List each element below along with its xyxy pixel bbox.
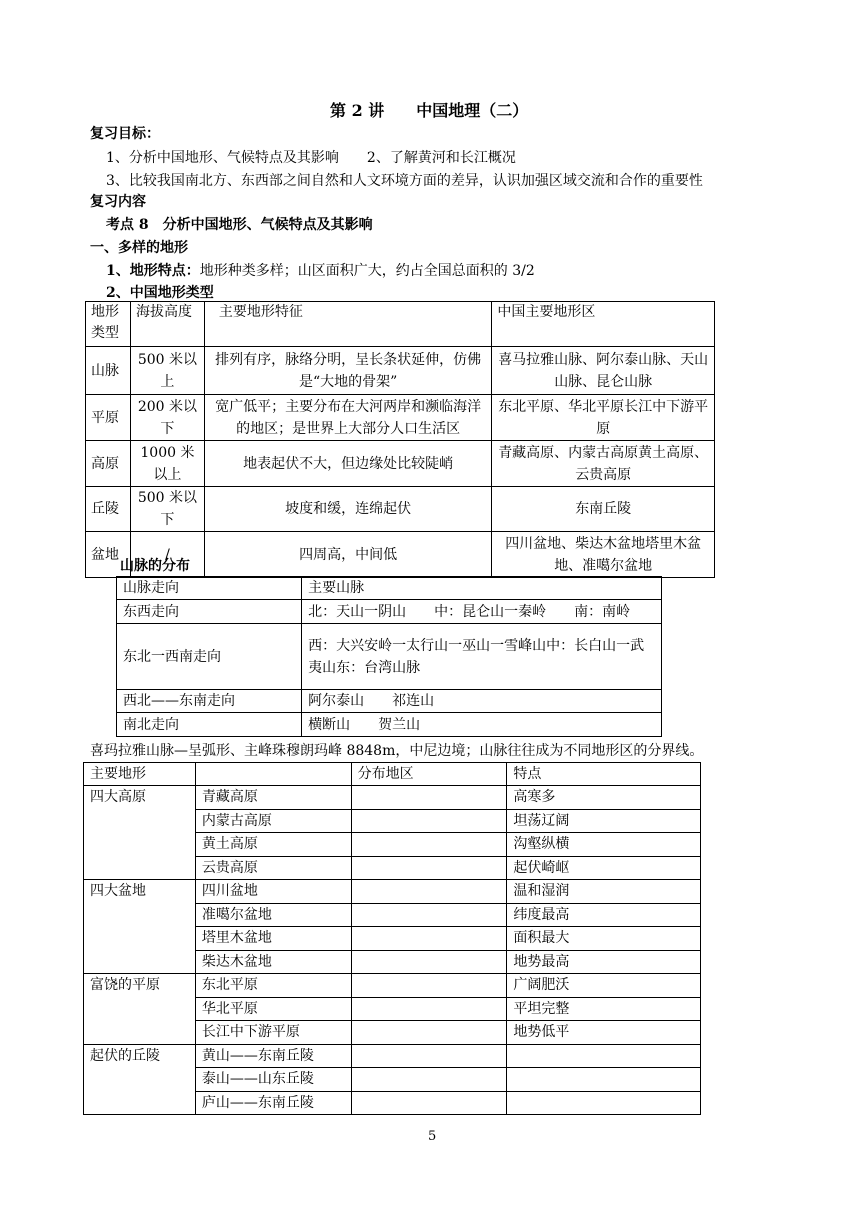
item-feature: 面积最大 [507, 927, 701, 951]
item-region [351, 927, 507, 951]
header-cell: 山脉走向 [117, 577, 302, 600]
table-header-row [117, 577, 662, 600]
item-name: 塔里木盆地 [195, 927, 351, 951]
himalaya-note: 喜玛拉雅山脉—呈弧形、主峰珠穆朗玛峰 8848m，中尼边境；山脉往往成为不同地形区的分界线。 [90, 743, 704, 759]
item-name: 柴达木盆地 [195, 950, 351, 974]
item-feature: 起伏崎岖 [507, 856, 701, 880]
item-region [351, 856, 507, 880]
terrain-features-label: 1、地形特点： [106, 263, 200, 279]
item-region [351, 786, 507, 810]
item-name: 内蒙古高原 [195, 809, 351, 833]
cell-type: 平原 [86, 395, 131, 441]
cell-mountains: 阿尔泰山 祁连山 [302, 690, 662, 713]
item-name: 青藏高原 [195, 786, 351, 810]
cell-type: 山脉 [86, 347, 131, 395]
table-row [117, 624, 662, 690]
table-row [117, 690, 662, 713]
item-region [351, 903, 507, 927]
item-name: 云贵高原 [195, 856, 351, 880]
cell-direction: 东西走向 [117, 600, 302, 624]
table-row [86, 395, 715, 441]
cell-areas: 喜马拉雅山脉、阿尔泰山脉、天山山脉、昆仑山脉 [492, 347, 715, 395]
table-header-row [84, 763, 701, 786]
terrain-types-table [85, 301, 715, 578]
cell-type: 盆地 [86, 532, 131, 578]
item-region [351, 833, 507, 857]
header-cell [195, 763, 351, 786]
item-feature [507, 1068, 701, 1092]
cell-alt: 1000 米以上 [130, 441, 204, 487]
page-number: 5 [428, 1129, 437, 1144]
item-feature: 高寒多 [507, 786, 701, 810]
cell-mountains: 北：天山一阴山 中：昆仑山一秦岭 南：南岭 [302, 600, 662, 624]
cell-direction: 东北一西南走向 [117, 624, 302, 690]
terrain-types-heading: 2、中国地形类型 [106, 285, 214, 301]
cell-feature: 四周高，中间低 [204, 532, 491, 578]
goal-line-1: 1、分析中国地形、气候特点及其影响 2、了解黄河和长江概况 [106, 150, 516, 166]
mountain-heading: 山脉的分布 [120, 558, 190, 574]
cell-mountains: 横断山 贺兰山 [302, 713, 662, 737]
item-feature: 广阔肥沃 [507, 974, 701, 998]
goals-heading: 复习目标： [90, 126, 160, 142]
header-cell: 分布地区 [351, 763, 507, 786]
item-region [351, 1021, 507, 1045]
table-row [84, 974, 701, 998]
item-name: 四川盆地 [195, 880, 351, 904]
item-region [351, 1068, 507, 1092]
header-cell: 主要地形特征 [204, 302, 491, 347]
cell-alt: / [130, 532, 204, 578]
item-feature: 平坦完整 [507, 997, 701, 1021]
item-region [351, 1044, 507, 1068]
item-feature: 纬度最高 [507, 903, 701, 927]
terrain-features [106, 260, 535, 280]
table-row [117, 600, 662, 624]
item-region [351, 997, 507, 1021]
table-row [86, 347, 715, 395]
cell-areas: 四川盆地、柴达木盆地塔里木盆地、准噶尔盆地 [492, 532, 715, 578]
item-feature: 坦荡辽阔 [507, 809, 701, 833]
header-cell: 地形类型 [86, 302, 131, 347]
header-cell: 中国主要地形区 [492, 302, 715, 347]
landform-table [83, 762, 701, 1115]
table-row [84, 786, 701, 810]
table-header-row [86, 302, 715, 347]
cell-mountains: 西：大兴安岭一太行山一巫山一雪峰山中：长白山一武夷山东：台湾山脉 [302, 624, 662, 690]
terrain-features-text: 地形种类多样；山区面积广大，约占全国总面积的 3/2 [199, 263, 535, 279]
group-name: 四大盆地 [84, 880, 196, 974]
topic-heading: 考点 8 分析中国地形、气候特点及其影响 [106, 217, 373, 233]
item-feature [507, 1044, 701, 1068]
group-name: 富饶的平原 [84, 974, 196, 1045]
cell-feature: 坡度和缓，连绵起伏 [204, 487, 491, 532]
table-row [117, 713, 662, 737]
mountain-table [116, 576, 662, 737]
item-feature [507, 1091, 701, 1115]
item-feature: 温和湿润 [507, 880, 701, 904]
header-cell: 特点 [507, 763, 701, 786]
group-name: 起伏的丘陵 [84, 1044, 196, 1115]
table-row [86, 441, 715, 487]
header-cell: 主要山脉 [302, 577, 662, 600]
header-cell: 主要地形 [84, 763, 196, 786]
cell-alt: 500 米以上 [130, 347, 204, 395]
cell-direction: 南北走向 [117, 713, 302, 737]
cell-alt: 200 米以下 [130, 395, 204, 441]
goal-line-2: 3、比较我国南北方、东西部之间自然和人文环境方面的差异，认识加强区域交流和合作的重要性 [106, 173, 703, 189]
item-feature: 地势低平 [507, 1021, 701, 1045]
cell-feature: 排列有序，脉络分明，呈长条状延伸，仿佛是“大地的骨架” [204, 347, 491, 395]
header-cell: 海拔高度 [130, 302, 204, 347]
item-name: 泰山——山东丘陵 [195, 1068, 351, 1092]
page-title: 第 2 讲 中国地理（二） [330, 101, 529, 120]
cell-alt: 500 米以下 [130, 487, 204, 532]
cell-type: 高原 [86, 441, 131, 487]
cell-areas: 东北平原、华北平原长江中下游平原 [492, 395, 715, 441]
table-row [84, 1044, 701, 1068]
group-name: 四大高原 [84, 786, 196, 880]
item-region [351, 950, 507, 974]
item-name: 华北平原 [195, 997, 351, 1021]
cell-areas: 青藏高原、内蒙古高原黄土高原、云贵高原 [492, 441, 715, 487]
item-name: 准噶尔盆地 [195, 903, 351, 927]
cell-feature: 宽广低平；主要分布在大河两岸和濒临海洋的地区；是世界上大部分人口生活区 [204, 395, 491, 441]
table-row [86, 487, 715, 532]
table-row [84, 880, 701, 904]
item-name: 黄山——东南丘陵 [195, 1044, 351, 1068]
item-name: 东北平原 [195, 974, 351, 998]
content-heading: 复习内容 [90, 194, 146, 210]
item-name: 长江中下游平原 [195, 1021, 351, 1045]
item-feature: 沟壑纵横 [507, 833, 701, 857]
item-name: 黄土高原 [195, 833, 351, 857]
section-heading: 一、多样的地形 [90, 240, 188, 256]
item-name: 庐山——东南丘陵 [195, 1091, 351, 1115]
item-region [351, 974, 507, 998]
item-region [351, 1091, 507, 1115]
cell-areas: 东南丘陵 [492, 487, 715, 532]
item-region [351, 809, 507, 833]
cell-type: 丘陵 [86, 487, 131, 532]
cell-direction: 西北——东南走向 [117, 690, 302, 713]
cell-feature: 地表起伏不大，但边缘处比较陡峭 [204, 441, 491, 487]
item-region [351, 880, 507, 904]
item-feature: 地势最高 [507, 950, 701, 974]
